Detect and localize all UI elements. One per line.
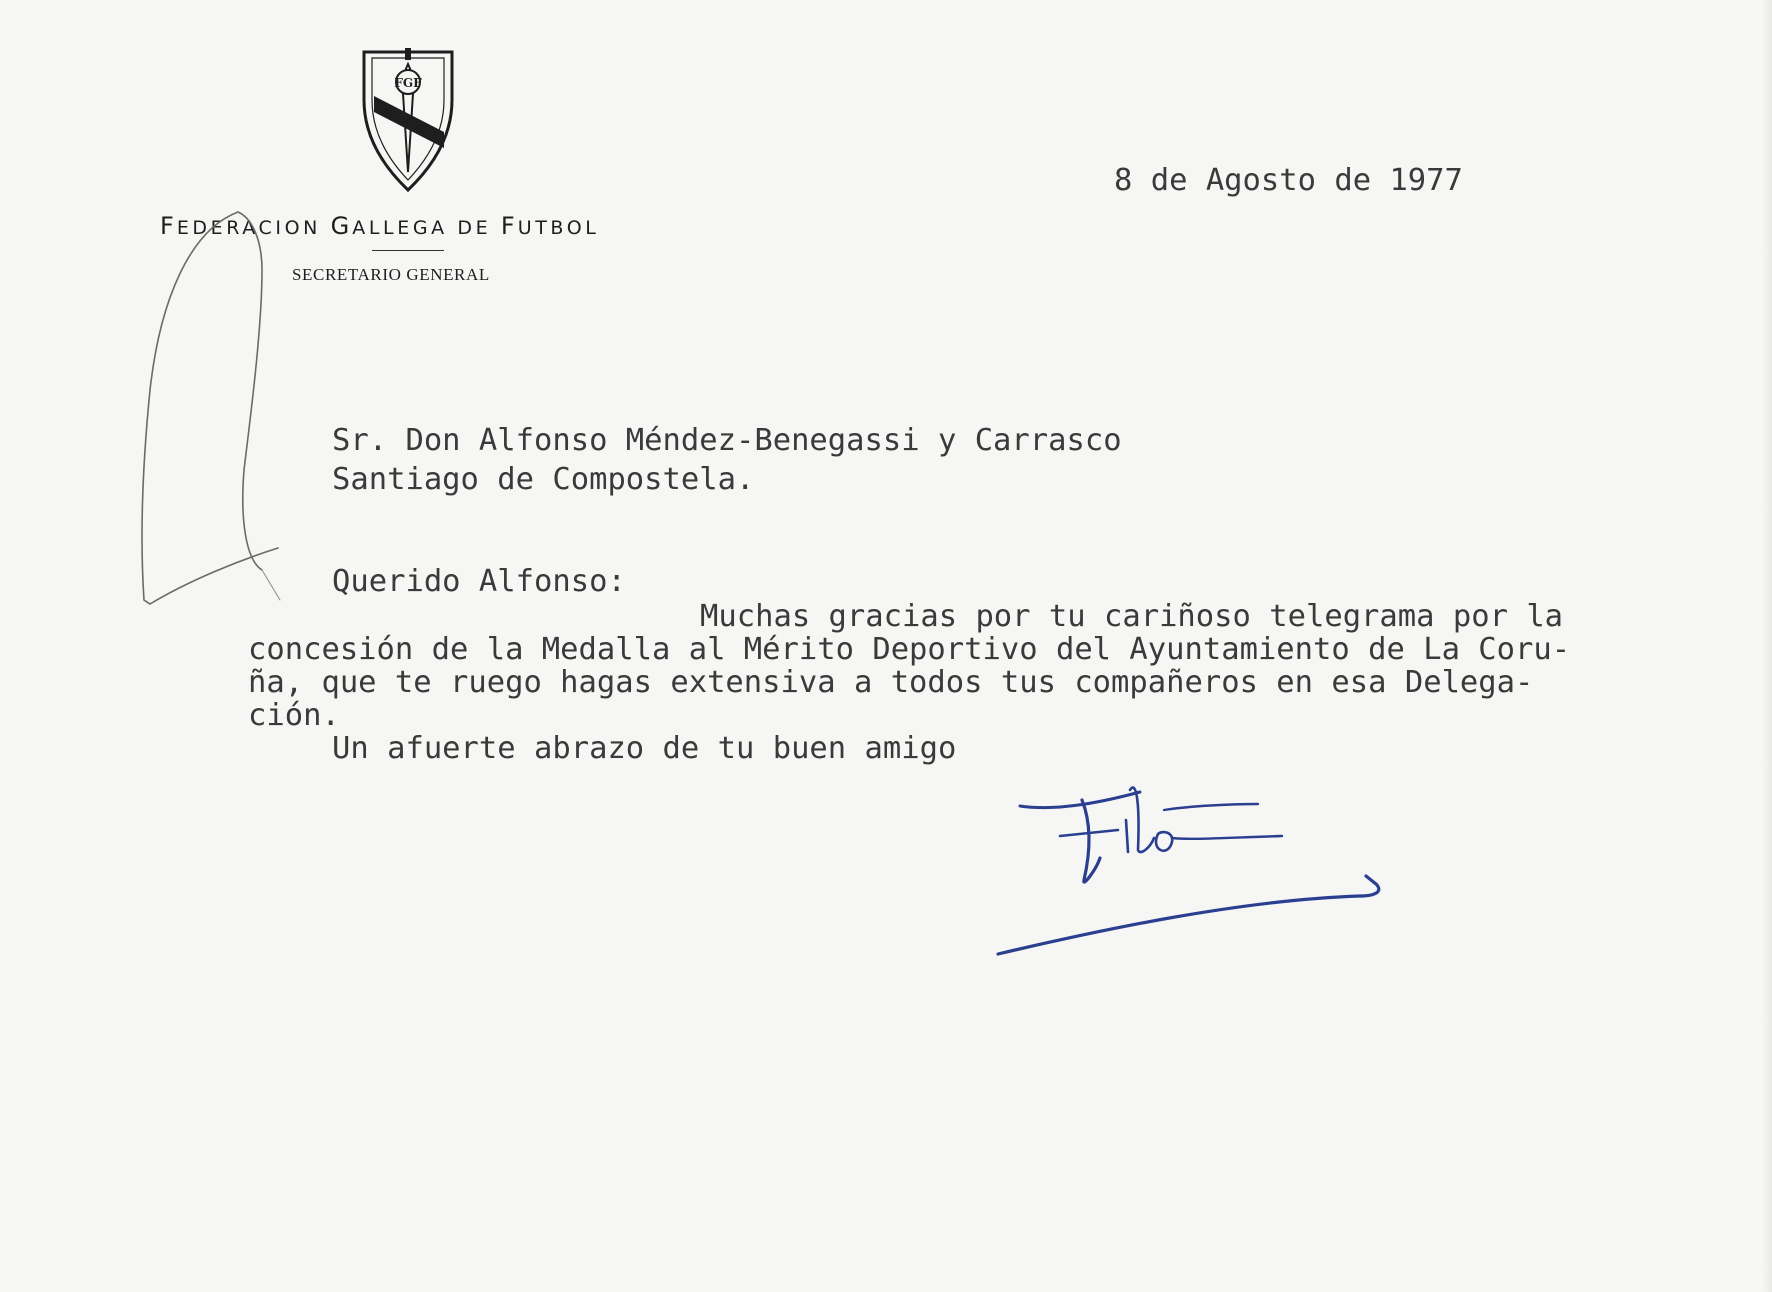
letter-date: 8 de Agosto de 1977 [1114,163,1463,198]
org-word-4: FUTBOL [500,212,600,240]
pencil-annotation-mark [142,212,278,604]
body-line-first: Muchas gracias por tu cariñoso telegrama por la [700,599,1564,634]
shield-crest-icon [360,48,456,194]
recipient-city: Santiago de Compostela. [332,462,755,497]
body-line: ción. [248,698,340,733]
body-line: ña, que te ruego hagas extensiva a todos tus compañeros en esa Delega- [248,665,1534,700]
body-line: concesión de la Medalla al Mérito Deportivo del Ayuntamiento de La Coru- [248,632,1571,667]
closing-line: Un afuerte abrazo de tu buen amigo [332,731,957,766]
recipient-name: Sr. Don Alfonso Méndez-Benegassi y Carrasco [332,423,1122,458]
signature-filo [998,788,1379,955]
letterhead-org-name [160,212,599,240]
org-word-2: GALLEGA [330,212,448,240]
letterhead-divider [372,250,444,251]
salutation: Querido Alfonso: [332,564,626,599]
org-word-1: FEDERACION [160,212,321,240]
org-word-3: DE [457,217,492,239]
letterhead-title: SECRETARIO GENERAL [292,265,490,284]
crest-monogram: FGF [394,76,422,90]
